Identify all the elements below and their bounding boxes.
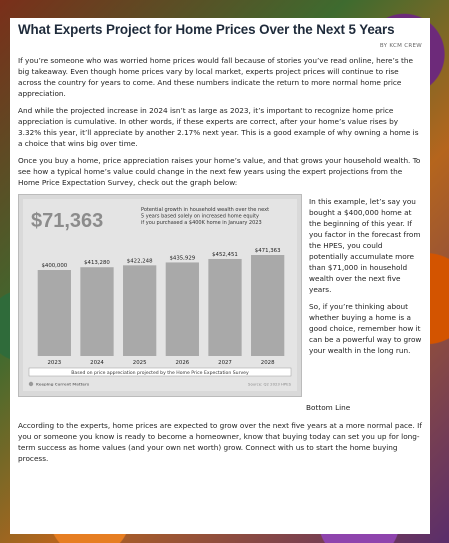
paragraph-intro: If you’re someone who was worried home prices would fall because of stories you’ve read online, here’s the big takeaway. Even though home prices vary by local market, experts project prices will continue to rise across the country for years to come. And these numbers indicate the return to more normal home price appreciation. (18, 56, 413, 98)
bar-2024 (80, 267, 113, 356)
paragraph-closing: According to the experts, home prices are expected to grow over the next five years at a more normal pace. If you or someone you know is ready to become a homeowner, know that buying today can set you up for long-term success as home values (and your own net worth) grow. Connect with us to start the home buying process. (18, 421, 422, 463)
bar-value-label-2026: $435,929 (169, 255, 196, 262)
side-paragraph-advice: So, if you’re thinking about whether buying a home is a good choice, remember how it can be a powerful way to grow your wealth in the long run. (309, 302, 422, 355)
bar-2025 (123, 265, 156, 356)
bar-value-label-2025: $422,248 (126, 258, 153, 265)
chart-subtitle-line-2: 5 years based solely on increased home equity (141, 213, 260, 220)
chart-subtitle-line-1: Potential growth in household wealth over the next (141, 207, 270, 213)
bar-2027 (208, 259, 241, 356)
x-tick-label-2026: 2026 (175, 360, 190, 366)
side-paragraph-example: In this example, let’s say you bought a $400,000 home at the beginning of this year. If you factor in the forecast from the HPES, you could potentially accumulate more than $71,000 in household wealth over the next five years. (309, 197, 421, 294)
bar-value-label-2024: $413,280 (84, 260, 110, 267)
x-tick-label-2025: 2025 (132, 360, 147, 366)
paragraph-appreciation: And while the projected increase in 2024 isn’t as large as 2023, it’s important to recognize home price appreciation is cumulative. In other words, if these experts are correct, after your home’s value rises by 3.32% this year, it’ll appreciate by another 2.17% next year. This is a good example of why owning a home is a choice that wins big over time. (18, 106, 419, 148)
article-byline: BY KCM CREW (379, 43, 422, 49)
side-column (302, 194, 422, 397)
x-tick-label-2023: 2023 (47, 360, 62, 366)
article-card (10, 18, 430, 534)
bar-value-label-2023: $400,000 (41, 263, 68, 269)
x-tick-label-2027: 2027 (218, 360, 232, 366)
paragraph-wealth: Once you buy a home, price appreciation raises your home’s value, and that grows your household wealth. To see how a typical home’s value could change in the next few years using the expert projections from the Home Price Expectation Survey, check out the graph below: (18, 156, 421, 187)
chart-brand: Keeping Current Matters (36, 381, 90, 387)
bar-2023 (38, 270, 71, 356)
chart-footnote: Based on price appreciation projected by the Home Price Expectation Survey (71, 371, 249, 376)
chart-subtitle-line-3: if you purchased a $400K home in January 2023 (141, 220, 262, 226)
bar-value-label-2027: $452,451 (212, 251, 238, 258)
bar-value-label-2028: $471,363 (254, 248, 281, 254)
article-title: What Experts Project for Home Prices Over the Next 5 Years (18, 22, 395, 37)
chart-canvas (19, 195, 303, 398)
brand-logo-icon (29, 382, 33, 386)
x-tick-label-2028: 2028 (260, 360, 275, 366)
home-value-chart (18, 194, 302, 397)
bar-2026 (166, 262, 199, 356)
chart-source: Source: Q2 2023 HPES (248, 381, 291, 387)
bar-2028 (251, 255, 284, 356)
x-tick-label-2024: 2024 (90, 360, 104, 366)
chart-headline: $71,363 (31, 210, 104, 232)
bottom-line-heading: Bottom Line (306, 403, 351, 412)
